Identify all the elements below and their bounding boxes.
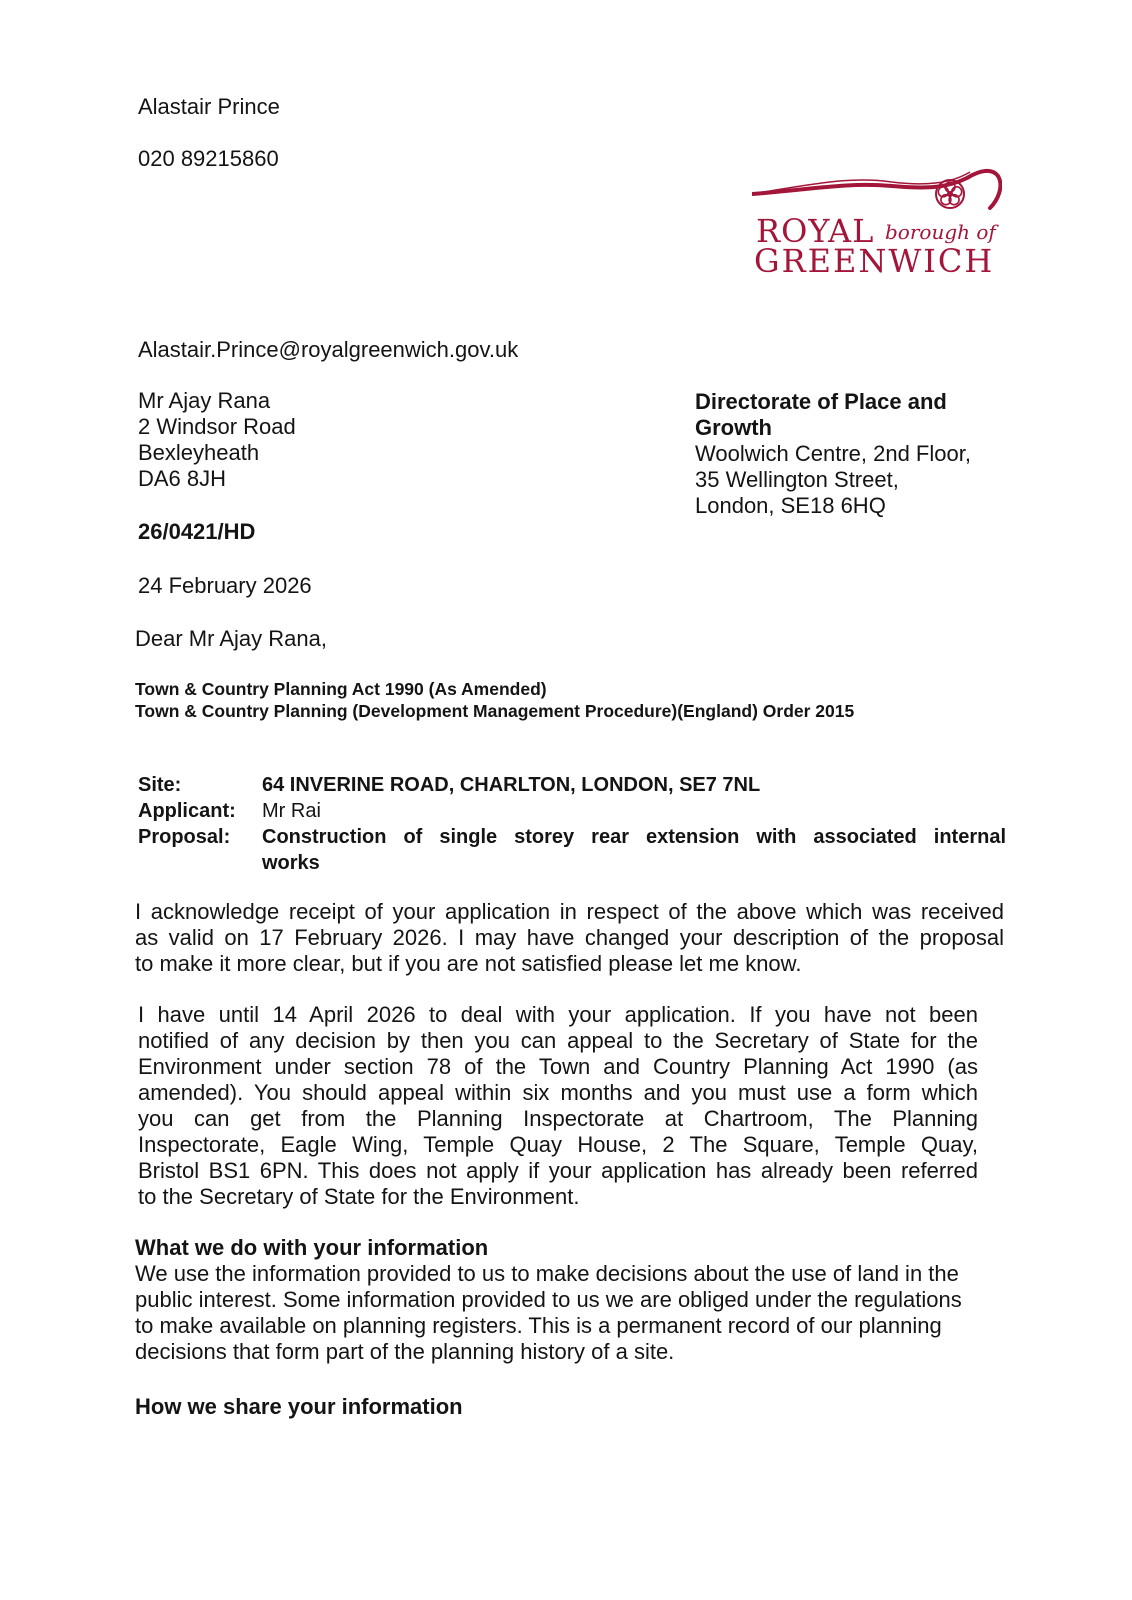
- paragraph-line: to make it more clear, but if you are not satisfied please let me know.: [135, 951, 802, 976]
- paragraph-line: to make available on planning registers. This is a permanent record of our planning: [135, 1313, 942, 1338]
- paragraph-line: amended). You should appeal within six months and you must use a form which: [138, 1080, 978, 1105]
- salutation: Dear Mr Ajay Rana,: [135, 626, 327, 651]
- office-title: Directorate of Place and: [695, 389, 947, 414]
- office-title: Growth: [695, 415, 772, 440]
- paragraph-line: to the Secretary of State for the Environment.: [138, 1184, 580, 1209]
- paragraph-line: Inspectorate, Eagle Wing, Temple Quay House, 2 The Square, Temple Quay,: [138, 1132, 978, 1157]
- letter-date: 24 February 2026: [138, 573, 312, 598]
- office-address-line: London, SE18 6HQ: [695, 493, 886, 518]
- recipient-line: 2 Windsor Road: [138, 414, 296, 439]
- paragraph-line: Environment under section 78 of the Town and Country Planning Act 1990 (as: [138, 1054, 978, 1079]
- proposal-value: [262, 824, 1006, 876]
- act-title: Town & Country Planning (Development Management Procedure)(England) Order 2015: [135, 701, 855, 721]
- office-address-line: Woolwich Centre, 2nd Floor,: [695, 441, 971, 466]
- recipient-line: Mr Ajay Rana: [138, 388, 271, 413]
- site-value: 64 INVERINE ROAD, CHARLTON, LONDON, SE7 7NL: [262, 774, 761, 796]
- paragraph-line: We use the information provided to us to make decisions about the use of land in the: [135, 1261, 959, 1286]
- act-title: Town & Country Planning Act 1990 (As Amended): [135, 679, 547, 699]
- royal-greenwich-logo: [752, 160, 1002, 278]
- appeal-paragraph: [138, 1002, 978, 1210]
- office-address-line: 35 Wellington Street,: [695, 467, 899, 492]
- acknowledgement-paragraph: [135, 899, 1004, 977]
- section-heading-information-sharing: How we share your information: [135, 1394, 463, 1419]
- applicant-value: Mr Rai: [262, 800, 321, 822]
- paragraph-line: Bristol BS1 6PN. This does not apply if your application has already been referred: [138, 1158, 978, 1183]
- section-heading-information-use: What we do with your information: [135, 1235, 489, 1260]
- paragraph-line: public interest. Some information provided to us we are obliged under the regulations: [135, 1287, 962, 1312]
- paragraph-line: you can get from the Planning Inspectorate at Chartroom, The Planning: [138, 1106, 978, 1131]
- sender-name: Alastair Prince: [138, 94, 280, 119]
- logo-royal: ROYAL: [756, 212, 875, 250]
- recipient-line: Bexleyheath: [138, 440, 260, 465]
- site-label: Site:: [138, 774, 182, 796]
- proposal-line: works: [262, 852, 320, 874]
- proposal-label: Proposal:: [138, 826, 231, 848]
- logo-greenwich: GREENWICH: [754, 242, 995, 280]
- paragraph-line: I have until 14 April 2026 to deal with your application. If you have not been: [138, 1002, 978, 1027]
- logo-borough-of: borough of: [885, 220, 996, 244]
- information-use-paragraph: [135, 1261, 1005, 1365]
- paragraph-line: as valid on 17 February 2026. I may have changed your description of the proposal: [135, 925, 1004, 950]
- recipient-line: DA6 8JH: [138, 466, 227, 491]
- paragraph-line: notified of any decision by then you can appeal to the Secretary of State for the: [138, 1028, 978, 1053]
- sender-phone: 020 89215860: [138, 146, 279, 171]
- paragraph-line: decisions that form part of the planning history of a site.: [135, 1339, 675, 1364]
- paragraph-line: I acknowledge receipt of your application in respect of the above which was received: [135, 899, 1004, 924]
- applicant-label: Applicant:: [138, 800, 236, 822]
- proposal-line: Construction of single storey rear extension with associated internal: [262, 826, 1006, 848]
- reference-number: 26/0421/HD: [138, 519, 256, 544]
- sender-email: Alastair.Prince@royalgreenwich.gov.uk: [138, 337, 519, 362]
